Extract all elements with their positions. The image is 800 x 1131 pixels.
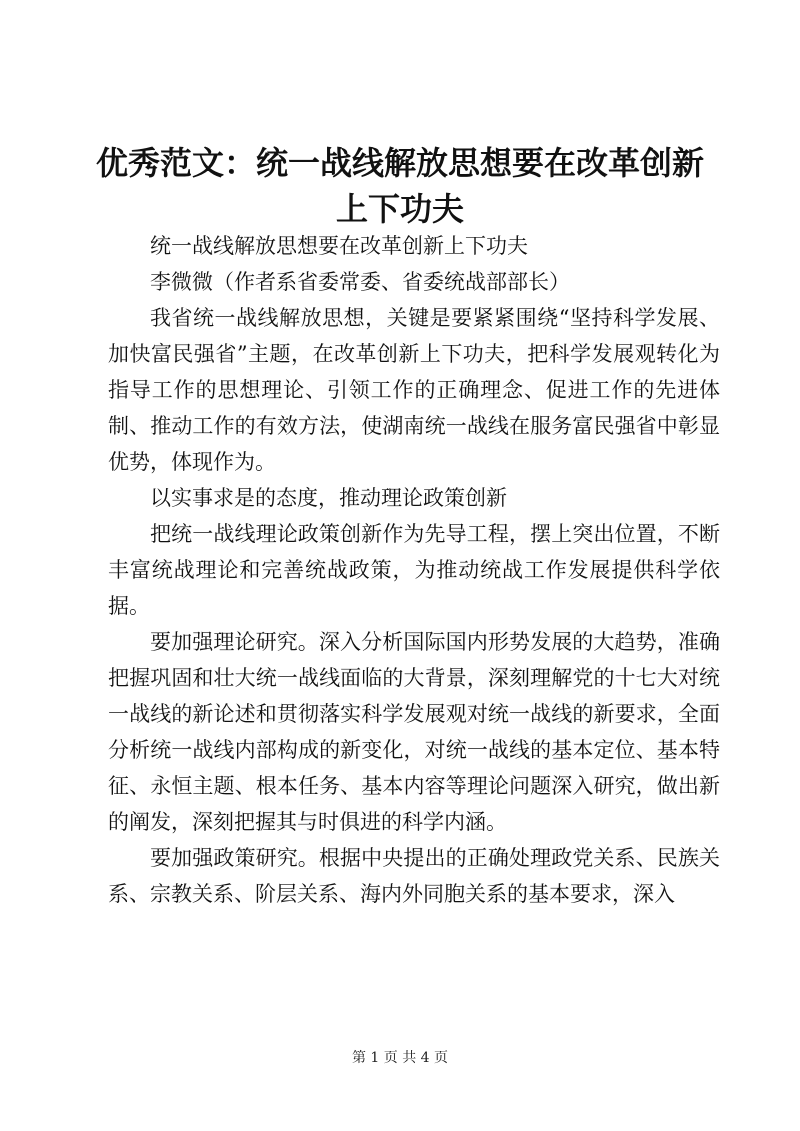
body-paragraph: 要加强政策研究。根据中央提出的正确处理政党关系、民族关系、宗教关系、阶层关系、海内外同胞关系的基本要求，深入 [108,846,720,906]
document-title: 优秀范文：统一战线解放思想要在改革创新上下功夫 [96,144,705,228]
author-paragraph: 李微微（作者系省委常委、省委统战部部长） [150,270,570,294]
body-paragraph: 要加强理论研究。深入分析国际国内形势发展的大趋势，准确把握巩固和壮大统一战线面临的大背景，深刻理解党的十七大对统一战线的新论述和贯彻落实科学发展观对统一战线的新要求，全面分析统一战线内部构成的新变化，对统一战线的基本定位、基本特征、永恒主题、根本任务、基本内容等理论问题深入研究，做出新的阐发，深刻把握其与时俱进的科学内涵。 [108,630,720,834]
document-body [108,228,720,912]
body-paragraph: 我省统一战线解放思想，关键是要紧紧围绕“坚持科学发展、加快富民强省”主题，在改革创新上下功夫，把科学发展观转化为指导工作的思想理论、引领工作的正确理念、促进工作的先进体制、推动工作的有效方法，使湖南统一战线在服务富民强省中彰显优势，体现作为。 [108,306,720,474]
section-heading-paragraph: 以实事求是的态度，推动理论政策创新 [150,486,507,510]
page-number-footer: 第 1 页 共 4 页 [351,1050,449,1066]
body-paragraph: 把统一战线理论政策创新作为先导工程，摆上突出位置，不断丰富统战理论和完善统战政策，为推动统战工作发展提供科学依据。 [108,522,720,618]
subtitle-paragraph: 统一战线解放思想要在改革创新上下功夫 [150,234,528,258]
